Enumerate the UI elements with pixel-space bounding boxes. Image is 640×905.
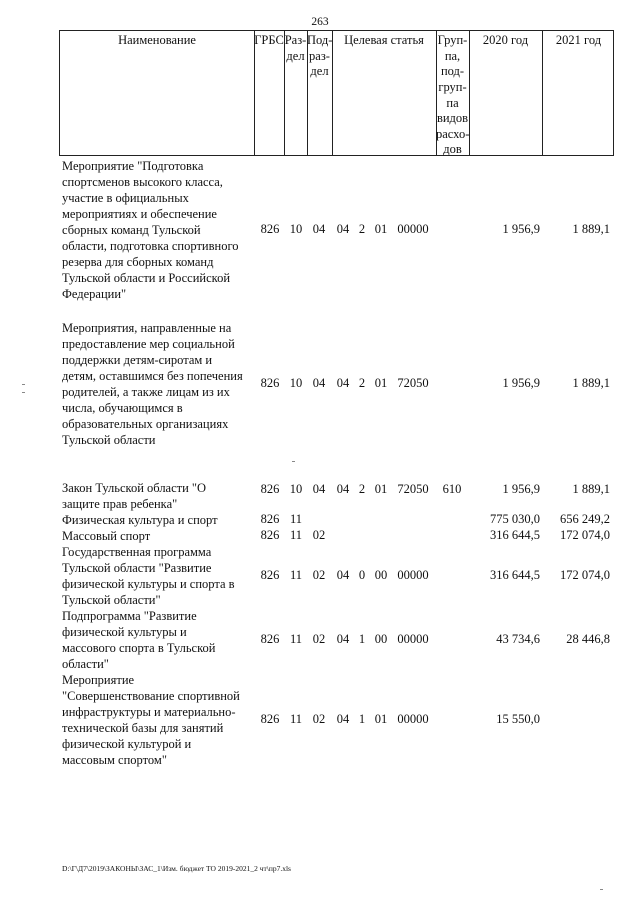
page-number: 263 xyxy=(311,16,329,28)
table-header xyxy=(59,30,614,156)
table-row xyxy=(62,158,612,302)
header-2020: 2020 год xyxy=(482,33,529,47)
cell-c1: 04 xyxy=(336,712,350,726)
cell-c4: 00000 xyxy=(397,568,429,582)
header-expense-group: Груп- па, под- груп- па видов расхо- дов xyxy=(436,33,470,157)
cell-pr: 02 xyxy=(312,528,326,542)
cell-v2020: 15 550,0 xyxy=(496,712,540,726)
table-row xyxy=(62,608,612,672)
cell-v2020: 316 644,5 xyxy=(490,528,540,542)
cell-c1: 04 xyxy=(336,632,350,646)
cell-c2: 2 xyxy=(358,482,366,496)
cell-rz: 11 xyxy=(289,512,303,526)
cell-pr: 02 xyxy=(312,632,326,646)
cell-v2020: 1 956,9 xyxy=(502,222,540,236)
row-name: Мероприятия, направленные на предоставление мер социальной поддержки детям-сиротам и детям, оставшимся без попечения родителей, а также лицам из их числа, обучающимся в образовательных организациях Тульской области xyxy=(62,321,243,447)
cell-v2021: 28 446,8 xyxy=(566,632,610,646)
cell-c4: 00000 xyxy=(397,712,429,726)
table-row xyxy=(62,528,612,544)
row-name: Массовый спорт xyxy=(62,529,151,543)
cell-rz: 10 xyxy=(289,482,303,496)
cell-c3: 00 xyxy=(374,568,388,582)
cell-c3: 01 xyxy=(374,376,388,390)
cell-v2020: 1 956,9 xyxy=(502,482,540,496)
cell-pr: 04 xyxy=(312,482,326,496)
cell-grbs: 826 xyxy=(260,482,280,496)
cell-c1: 04 xyxy=(336,482,350,496)
cell-rz: 10 xyxy=(289,376,303,390)
row-name: Физическая культура и спорт xyxy=(62,513,218,527)
row-name: Закон Тульской области "О защите прав ребенка" xyxy=(62,481,207,511)
cell-pr: 02 xyxy=(312,712,326,726)
table-row xyxy=(62,672,612,768)
row-name: Мероприятие "Совершенствование спортивной инфраструктуры и материально- технической базы для занятий физической культурой и массовым спортом" xyxy=(62,673,240,767)
cell-c2: 1 xyxy=(358,632,366,646)
cell-c3: 01 xyxy=(374,712,388,726)
cell-grbs: 826 xyxy=(260,376,280,390)
cell-grbs: 826 xyxy=(260,512,280,526)
cell-c4: 72050 xyxy=(397,482,429,496)
cell-c1: 04 xyxy=(336,568,350,582)
row-name: Подпрограмма "Развитие физической культуры и массового спорта в Тульской области" xyxy=(62,609,216,671)
file-path: D:\Г\Д7\2019\ЗАКОНЫ\ЗАС_1\Изм. бюджет ТО 2019-2021_2 чт\пр7.xls xyxy=(62,864,291,873)
cell-vr: 610 xyxy=(442,482,462,496)
header-2021: 2021 год xyxy=(555,33,602,47)
cell-c2: 0 xyxy=(358,568,366,582)
cell-c2: 2 xyxy=(358,376,366,390)
table-row xyxy=(62,320,612,448)
cell-pr: 04 xyxy=(312,376,326,390)
cell-rz: 11 xyxy=(289,712,303,726)
cell-c2: 2 xyxy=(358,222,366,236)
table-row xyxy=(62,544,612,608)
cell-c4: 00000 xyxy=(397,632,429,646)
cell-c2: 1 xyxy=(358,712,366,726)
cell-v2021: 1 889,1 xyxy=(572,376,610,390)
cell-v2021: 1 889,1 xyxy=(572,222,610,236)
table-row xyxy=(62,480,612,512)
cell-c3: 01 xyxy=(374,482,388,496)
cell-rz: 10 xyxy=(289,222,303,236)
cell-c3: 00 xyxy=(374,632,388,646)
cell-v2020: 775 030,0 xyxy=(490,512,540,526)
cell-v2020: 43 734,6 xyxy=(496,632,540,646)
header-razdel: Раз- дел xyxy=(284,33,307,63)
table-row xyxy=(62,512,612,528)
cell-pr: 04 xyxy=(312,222,326,236)
header-name: Наименование xyxy=(118,33,196,47)
cell-c3: 01 xyxy=(374,222,388,236)
cell-grbs: 826 xyxy=(260,528,280,542)
cell-v2021: 1 889,1 xyxy=(572,482,610,496)
cell-rz: 11 xyxy=(289,528,303,542)
header-grbs: ГРБС xyxy=(254,33,284,47)
cell-c1: 04 xyxy=(336,376,350,390)
cell-v2021: 172 074,0 xyxy=(560,568,610,582)
header-podrazdel: Под- раз- дел xyxy=(307,33,333,79)
row-name: Мероприятие "Подготовка спортсменов высокого класса, участие в официальных мероприятиях и обеспечение сборных команд Тульской области, подготовка спортивного резерва для сборных команд Тульской области и Российской Федерации" xyxy=(62,159,239,301)
cell-grbs: 826 xyxy=(260,568,280,582)
cell-v2021: 172 074,0 xyxy=(560,528,610,542)
header-target-article: Целевая статья xyxy=(344,33,424,47)
cell-grbs: 826 xyxy=(260,222,280,236)
cell-rz: 11 xyxy=(289,632,303,646)
cell-c1: 04 xyxy=(336,222,350,236)
cell-rz: 11 xyxy=(289,568,303,582)
row-name: Государственная программа Тульской области "Развитие физической культуры и спорта в Тульской области" xyxy=(62,545,235,607)
cell-v2020: 316 644,5 xyxy=(490,568,540,582)
cell-grbs: 826 xyxy=(260,632,280,646)
cell-grbs: 826 xyxy=(260,712,280,726)
cell-c4: 00000 xyxy=(397,222,429,236)
cell-c4: 72050 xyxy=(397,376,429,390)
cell-v2021: 656 249,2 xyxy=(560,512,610,526)
cell-pr: 02 xyxy=(312,568,326,582)
cell-v2020: 1 956,9 xyxy=(502,376,540,390)
